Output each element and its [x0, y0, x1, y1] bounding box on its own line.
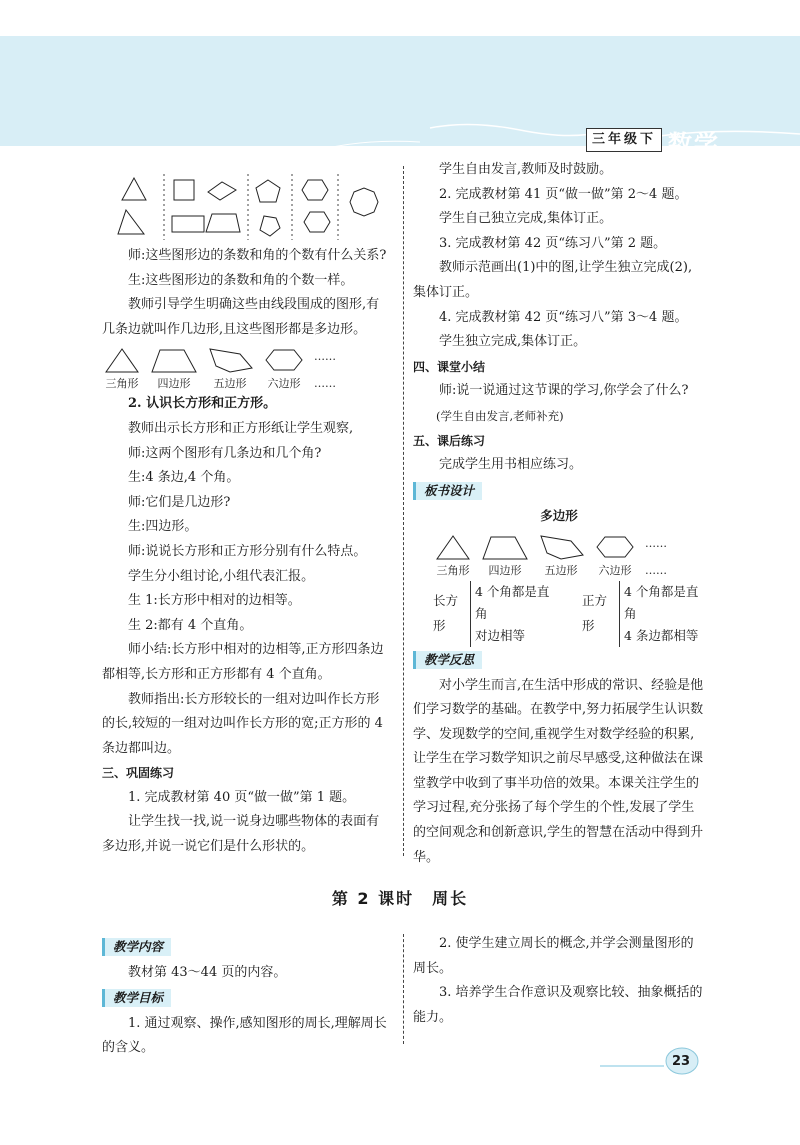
board-title: 多边形 [540, 508, 578, 524]
shape-label: 四边形 [488, 563, 522, 577]
homework: 完成学生用书相应练习。 [439, 457, 583, 473]
exercise-2: 2. 完成教材第 41 页“做一做”第 2～4 题。 [439, 186, 688, 202]
reflection-text: 对小学生而言,在生活中形成的常识、经验是他们学习数学的基础。在教学中,努力拓展学生认识数学、发现数学的空间,重视学生对数学经验的积累,让学生在学习数学知识之前尽早感受,这种做法在课堂教学中收到了事半功倍的效果。本课关注学生的学习过程,充分张扬了每个学生的个性,发展了学生的空间观念和创新意识,学生的智慧在活动中得到升华。 [413, 677, 704, 865]
lesson-left [102, 934, 392, 1061]
section-5-heading: 五、课后练习 [413, 433, 486, 448]
quadrilateral-shape [150, 346, 198, 390]
rect-item: 对边相等 [474, 627, 525, 643]
exercise-1: 1. 完成教材第 40 页“做一做”第 1 题。 [128, 789, 356, 805]
lesson-right [413, 932, 705, 1030]
question-sides: 师:这两个图形有几条边和几个角? [128, 445, 322, 461]
rect-label: 长方形 [433, 593, 459, 633]
reflection-tag: 教学反思 [413, 651, 482, 669]
exercise-3-desc: 教师示范画出(1)中的图,让学生独立完成(2),集体订正。 [413, 260, 693, 300]
answer-relation: 生:这些图形边的条数和角的个数一样。 [128, 272, 354, 288]
section-4-heading: 四、课堂小结 [413, 359, 486, 374]
shape-label: 六边形 [598, 563, 632, 577]
shape-label: 三角形 [105, 377, 139, 391]
answer-polygon: 生:四边形。 [128, 519, 198, 535]
lesson-content: 教材第 43～44 页的内容。 [128, 964, 287, 980]
page-number-badge [600, 1044, 720, 1078]
goal-1: 1. 通过观察、操作,感知图形的周长,理解周长的含义。 [102, 1015, 387, 1056]
square-brace [582, 581, 705, 647]
ellipsis: …… …… [314, 350, 336, 391]
content-tag: 教学内容 [102, 938, 171, 956]
hexagon-shape [593, 533, 637, 577]
goal-tag: 教学目标 [102, 989, 171, 1007]
student-1: 生 1:长方形中相对的边相等。 [128, 593, 301, 609]
square-item: 4 条边都相等 [623, 627, 699, 643]
polygon-groups-figure [112, 170, 382, 242]
section-3-heading: 三、巩固练习 [102, 766, 175, 781]
pentagon-shape [537, 533, 585, 577]
exercise-2-desc: 学生自己独立完成,集体订正。 [439, 211, 613, 227]
exercise-4-desc: 学生独立完成,集体订正。 [439, 334, 587, 350]
right-column [413, 158, 705, 870]
teacher-guide: 教师引导学生明确这些由线段围成的图形,有几条边就叫作几边形,且这些图形都是多边形。 [102, 297, 380, 337]
quadrilateral-shape [481, 533, 529, 577]
teacher-summary: 师小结:长方形中相对的边相等,正方形四条边都相等,长方形和正方形都有 4 个直角。 [102, 642, 384, 682]
exercise-4: 4. 完成教材第 42 页“练习八”第 3～4 题。 [439, 309, 688, 325]
exercise-3: 3. 完成教材第 42 页“练习八”第 2 题。 [439, 235, 667, 251]
column-divider-bottom [403, 934, 404, 1044]
square-label: 正方形 [582, 593, 608, 633]
summary-question: 师:说一说通过这节课的学习,你学会了什么? [439, 383, 689, 399]
student-2: 生 2:都有 4 个直角。 [128, 617, 253, 633]
pentagon-shape [206, 346, 254, 390]
exercise-1-desc: 让学生找一找,说一说身边哪些物体的表面有多边形,并说一说它们是什么形状的。 [102, 814, 380, 855]
rect-square-board [433, 579, 705, 647]
square-item: 4 个角都是直角 [623, 583, 699, 621]
polygon-names-figure [102, 346, 392, 390]
question-relation: 师:这些图形边的条数和角的个数有什么关系? [128, 248, 387, 263]
rectangle-brace [433, 581, 556, 647]
goal-2: 2. 使学生建立周长的概念,并学会测量图形的周长。 [413, 936, 694, 976]
ellipsis: …… …… [645, 536, 667, 577]
teacher-shows: 教师出示长方形和正方形纸让学生观察, [128, 420, 354, 436]
teacher-point: 教师指出:长方形较长的一组对边叫作长方形的长,较短的一组对边叫作长方形的宽;正方形的 4 条边都叫边。 [102, 691, 383, 756]
shape-label: 六边形 [267, 377, 301, 391]
shape-label: 五边形 [213, 377, 247, 391]
board-shapes [433, 533, 705, 577]
goal-3: 3. 培养学生合作意识及观察比较、抽象概括的能力。 [413, 985, 703, 1025]
subject-label: 数学 [668, 130, 720, 158]
hexagon-shape [262, 346, 306, 390]
triangle-shape [433, 533, 473, 577]
question-polygon: 师:它们是几边形? [128, 494, 231, 510]
column-divider-top [403, 166, 404, 856]
question-features: 师:说说长方形和正方形分别有什么特点。 [128, 543, 367, 559]
left-column [102, 166, 392, 860]
rect-item: 4 个角都是直角 [474, 583, 550, 621]
group-discussion: 学生分小组讨论,小组代表汇报。 [128, 568, 315, 584]
shape-label: 五边形 [544, 563, 578, 577]
grade-label: 三年级下 [586, 128, 662, 152]
shape-label: 三角形 [436, 563, 470, 577]
free-speech: 学生自由发言,教师及时鼓励。 [439, 162, 613, 177]
triangle-shape [102, 346, 142, 390]
board-design-tag: 板书设计 [413, 482, 482, 500]
shape-label: 四边形 [157, 377, 191, 391]
lesson-title: 第 2 课时 周长 [331, 889, 469, 908]
page-number: 23 [672, 1054, 691, 1069]
item-2-heading: 2. 认识长方形和正方形。 [128, 396, 277, 412]
answer-sides: 生:4 条边,4 个角。 [128, 470, 240, 486]
summary-note: (学生自由发言,老师补充) [436, 408, 564, 423]
